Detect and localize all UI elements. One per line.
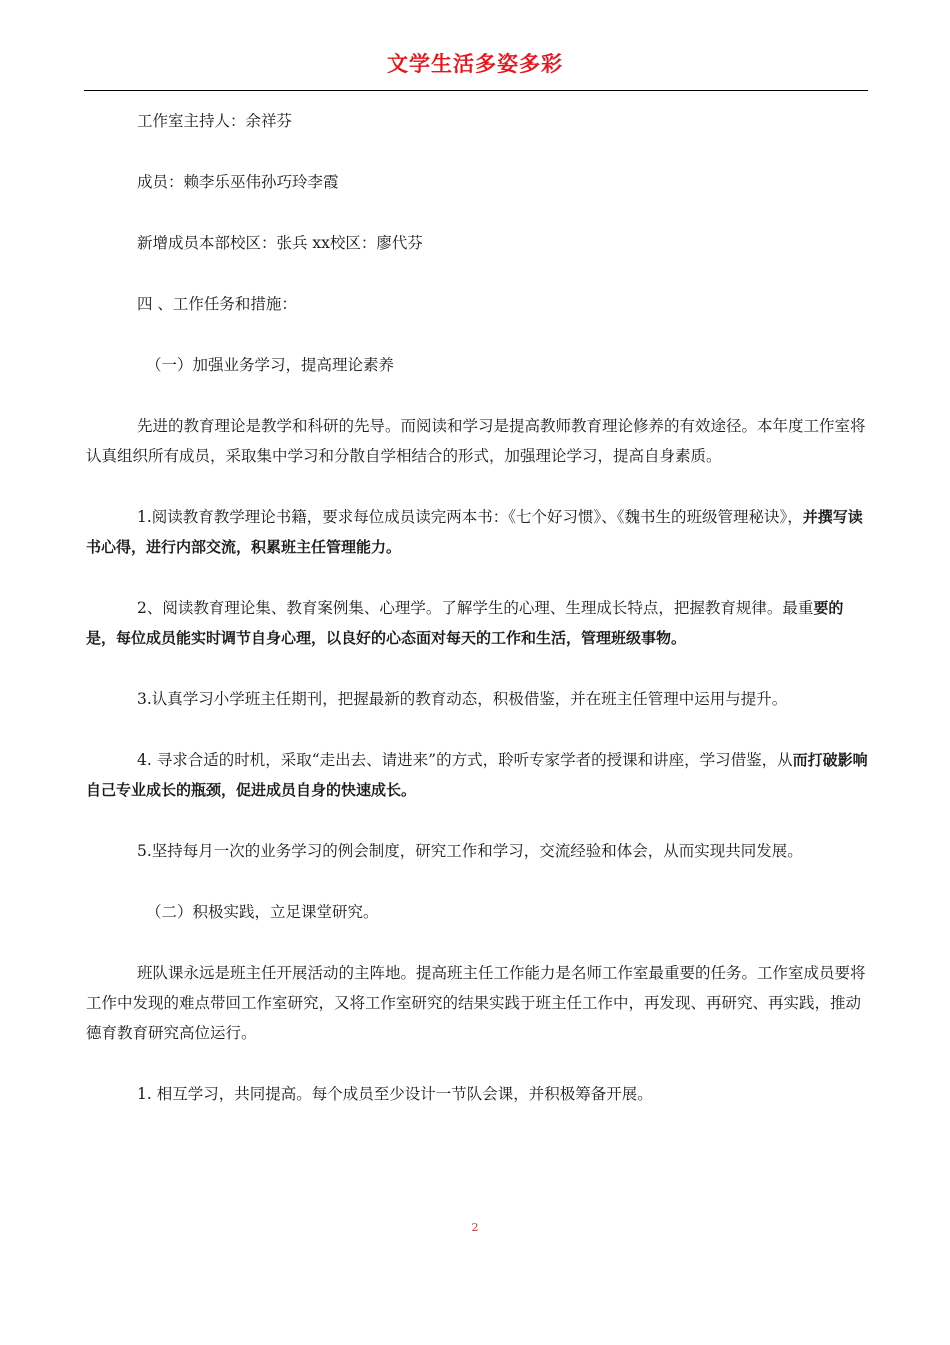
page-header-title: 文学生活多姿多彩	[387, 52, 563, 76]
list-item-text: 2、阅读教育理论集、教育案例集、心理学。了解学生的心理、生理成长特点，把握教育规律。最重	[137, 599, 814, 617]
page-number: 2	[471, 1221, 479, 1234]
list-item-bold-text: 而打破影响自己专业成长的瓶颈，促进成员自身的快速成长。	[86, 751, 868, 799]
list-item-3: 3.认真学习小学班主任期刊，把握最新的教育动态，积极借鉴，并在班主任管理中运用与提升。	[137, 690, 788, 708]
list-item-text: 4. 寻求合适的时机，采取“走出去、请进来”的方式，聆听专家学者的授课和讲座，学习借鉴，从	[137, 751, 793, 769]
paragraph-theory: 先进的教育理论是教学和科研的先导。而阅读和学习是提高教师教育理论修养的有效途径。本年度工作室将认真组织所有成员，采取集中学习和分散自学相结合的形式，加强理论学习，提高自身素质。	[86, 417, 866, 465]
paragraph-new-members: 新增成员本部校区：张兵 xx校区：廖代芬	[137, 234, 423, 252]
subsection-heading-2: （二）积极实践，立足课堂研究。	[146, 903, 379, 921]
list-item-bold-text: 要的是，每位成员能实时调节自身心理，以良好的心态面对每天的工作和生活，管理班级事物。	[86, 599, 844, 647]
list-item-5: 5.坚持每月一次的业务学习的例会制度，研究工作和学习，交流经验和体会，从而实现共同发展。	[137, 842, 803, 860]
list-item-text: 1.阅读教育教学理论书籍，要求每位成员读完两本书：《七个好习惯》、《魏书生的班级管理秘诀》，	[137, 508, 803, 526]
list-item-1b: 1. 相互学习，共同提高。每个成员至少设计一节队会课，并积极筹备开展。	[137, 1085, 653, 1103]
list-item-2	[86, 593, 872, 653]
section-heading-tasks: 四 、工作任务和措施：	[137, 295, 297, 313]
header-rule	[84, 90, 868, 91]
paragraph-class-meeting: 班队课永远是班主任开展活动的主阵地。提高班主任工作能力是名师工作室最重要的任务。工作室成员要将工作中发现的难点带回工作室研究，又将工作室研究的结果实践于班主任工作中，再发现、再研究、再实践，推动德育教育研究高位运行。	[86, 964, 866, 1042]
paragraph-host: 工作室主持人：余祥芬	[137, 112, 293, 130]
list-item-bold-text: 并撰写读书心得，进行内部交流，积累班主任管理能力。	[86, 508, 863, 556]
document-body	[86, 106, 872, 1140]
subsection-heading-1: （一）加强业务学习，提高理论素养	[146, 356, 395, 374]
list-item-1	[86, 502, 872, 562]
list-item-4	[86, 745, 872, 805]
paragraph-members: 成员：赖李乐巫伟孙巧玲李霞	[137, 173, 339, 191]
